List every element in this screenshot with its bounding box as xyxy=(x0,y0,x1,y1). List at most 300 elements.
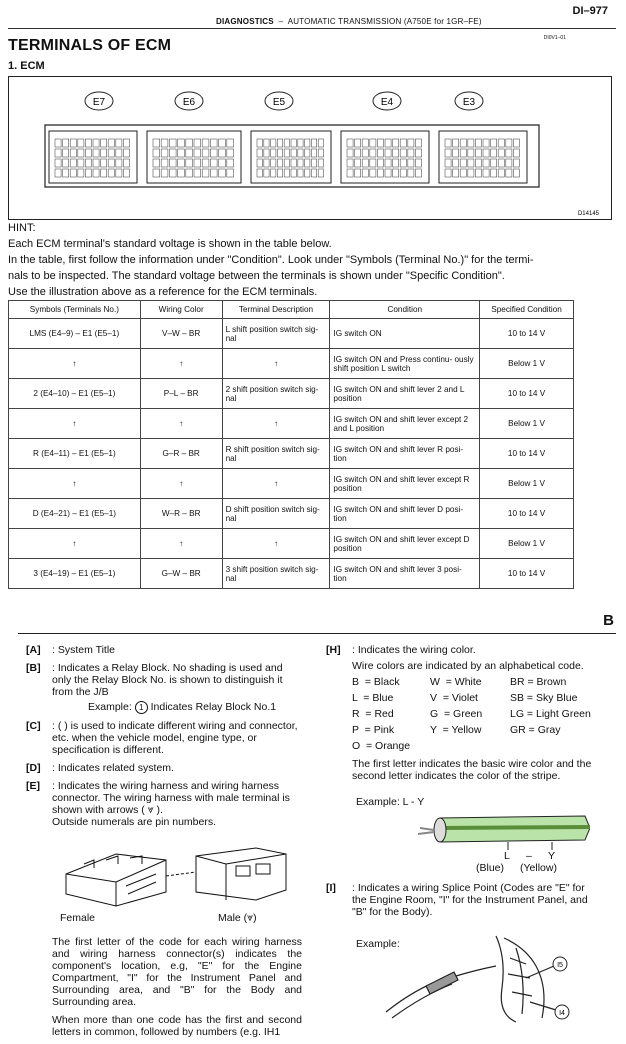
terminal-cell xyxy=(70,159,76,167)
terminal-cell xyxy=(298,149,303,157)
connector-sketch-icon xyxy=(56,834,306,912)
terminal-cell xyxy=(475,139,481,147)
legend-text: : ( ) is used to indicate different wiring and connector, etc. when the vehicle model, engine type, or specification is different. xyxy=(52,720,298,756)
terminal-cell xyxy=(93,169,99,177)
terminal-cell xyxy=(63,169,69,177)
wire-color-entry: G = Green xyxy=(430,708,483,720)
legend-item-c xyxy=(26,720,302,756)
terminal-cell xyxy=(460,159,466,167)
legend-item-e xyxy=(26,780,302,1038)
example-text: Indicates Relay Block No.1 xyxy=(150,701,277,713)
terminal-cell xyxy=(264,149,269,157)
table-cell: ↑ xyxy=(140,529,222,559)
wire-code-dash: – xyxy=(526,850,532,862)
terminal-cell xyxy=(468,169,474,177)
terminal-cell xyxy=(210,139,217,147)
terminal-cell xyxy=(415,159,421,167)
terminal-cell xyxy=(123,139,129,147)
terminal-cell xyxy=(202,159,209,167)
wire-color-entry: V = Violet xyxy=(430,692,478,704)
terminal-cell xyxy=(70,139,76,147)
table-row xyxy=(9,349,574,379)
table-cell: ↑ xyxy=(140,469,222,499)
terminal-cell xyxy=(101,139,107,147)
terminal-cell xyxy=(408,149,414,157)
table-header-row xyxy=(9,301,574,319)
relay-block-circle-icon: 1 xyxy=(135,701,148,714)
table-cell: Below 1 V xyxy=(480,469,574,499)
table-row xyxy=(9,319,574,349)
terminal-cell xyxy=(400,169,406,177)
terminal-cell xyxy=(194,149,201,157)
terminal-cell xyxy=(415,149,421,157)
terminal-cell xyxy=(178,149,185,157)
terminal-cell xyxy=(153,149,160,157)
table-cell: ↑ xyxy=(9,409,141,439)
terminal-cell xyxy=(362,139,368,147)
table-cell: ↑ xyxy=(222,349,330,379)
terminal-cell xyxy=(108,149,114,157)
terminal-cell xyxy=(78,169,84,177)
terminal-cell xyxy=(101,159,107,167)
table-cell: IG switch ON and shift lever D posi- tion xyxy=(330,499,480,529)
terminal-cell xyxy=(400,149,406,157)
terminal-cell xyxy=(55,159,61,167)
terminal-cell xyxy=(445,139,451,147)
wire-code-l: L xyxy=(504,850,510,862)
terminal-cell xyxy=(513,149,519,157)
table-cell: ↑ xyxy=(9,529,141,559)
terminal-cell xyxy=(219,169,226,177)
example-label: Example: xyxy=(88,701,132,713)
terminal-cell xyxy=(277,149,282,157)
wire-color-yellow: (Yellow) xyxy=(520,862,557,874)
terminal-cell xyxy=(219,149,226,157)
column-header: Specified Condition xyxy=(480,301,574,319)
column-header: Symbols (Terminals No.) xyxy=(9,301,141,319)
terminal-cell xyxy=(264,169,269,177)
terminal-cell xyxy=(460,139,466,147)
page-number: DI–977 xyxy=(572,5,608,17)
table-cell: 10 to 14 V xyxy=(480,499,574,529)
terminal-cell xyxy=(186,159,193,167)
terminal-cell xyxy=(63,159,69,167)
wire-color-entry: BR = Brown xyxy=(510,676,567,688)
terminal-cell xyxy=(194,169,201,177)
terminal-cell xyxy=(491,159,497,167)
terminal-cell xyxy=(483,169,489,177)
terminal-cell xyxy=(318,169,323,177)
terminal-cell xyxy=(70,149,76,157)
column-header: Terminal Description xyxy=(222,301,330,319)
terminal-cell xyxy=(498,159,504,167)
terminal-cell xyxy=(227,149,234,157)
terminal-cell xyxy=(475,149,481,157)
table-cell: 10 to 14 V xyxy=(480,439,574,469)
terminal-cell xyxy=(311,149,316,157)
legend-tag: [D] xyxy=(26,762,41,774)
legend-text: Wire colors are indicated by an alphabetical code. xyxy=(352,660,584,672)
ecm-connector-diagram xyxy=(8,76,612,220)
terminal-cell xyxy=(123,169,129,177)
terminal-cell xyxy=(264,159,269,167)
legend-tag: [C] xyxy=(26,720,41,732)
terminal-cell xyxy=(219,139,226,147)
table-cell: ↑ xyxy=(222,409,330,439)
terminal-cell xyxy=(116,139,122,147)
terminal-cell xyxy=(123,149,129,157)
table-cell: IG switch ON and shift lever R posi- tion xyxy=(330,439,480,469)
legend-paragraph: The first letter of the code for each wiring harness and wiring harness connector(s) indicates the component's location, e.g, "E" for the Engine Compartment, "I" for the Instrument Panel and Surrounding area, and "B" for the Body and Surrounding area. xyxy=(52,936,302,1008)
connector-label: E4 xyxy=(380,97,394,108)
terminal-cell xyxy=(385,149,391,157)
splice-point-label: I5 xyxy=(557,962,563,969)
table-row xyxy=(9,439,574,469)
table-cell: 3 shift position switch sig- nal xyxy=(222,559,330,589)
terminal-cell xyxy=(169,169,176,177)
terminal-cell xyxy=(93,139,99,147)
terminal-cell xyxy=(400,139,406,147)
terminal-cell xyxy=(153,139,160,147)
table-cell: L shift position switch sig- nal xyxy=(222,319,330,349)
table-cell: G–R – BR xyxy=(140,439,222,469)
terminal-cell xyxy=(362,149,368,157)
table-row xyxy=(9,499,574,529)
relay-example xyxy=(88,701,302,714)
legend-text: : Indicates related system. xyxy=(52,762,174,774)
terminal-cell xyxy=(78,159,84,167)
terminal-cell xyxy=(506,169,512,177)
wire-color-entry: O = Orange xyxy=(352,740,411,752)
terminal-cell xyxy=(116,149,122,157)
table-row xyxy=(9,559,574,589)
terminal-cell xyxy=(178,169,185,177)
terminal-cell xyxy=(291,169,296,177)
wire-color-entry: W = White xyxy=(430,676,482,688)
terminal-cell xyxy=(370,139,376,147)
terminal-cell xyxy=(377,169,383,177)
legend-tag: [I] xyxy=(326,882,336,894)
terminal-cell xyxy=(347,159,353,167)
terminal-cell xyxy=(415,169,421,177)
terminal-cell xyxy=(116,159,122,167)
terminal-cell xyxy=(305,139,310,147)
terminal-cell xyxy=(393,159,399,167)
terminal-cell xyxy=(453,159,459,167)
terminal-cell xyxy=(85,149,91,157)
terminal-cell xyxy=(186,149,193,157)
terminal-cell xyxy=(284,139,289,147)
terminal-cell xyxy=(271,139,276,147)
connector-label: E7 xyxy=(92,97,106,108)
table-cell: V–W – BR xyxy=(140,319,222,349)
terminal-cell xyxy=(55,169,61,177)
table-cell: ↑ xyxy=(9,469,141,499)
legend-tag: [H] xyxy=(326,644,341,656)
wire-color-entry: R = Red xyxy=(352,708,394,720)
table-cell: Below 1 V xyxy=(480,409,574,439)
terminal-cell xyxy=(116,169,122,177)
header-subtitle: AUTOMATIC TRANSMISSION (A750E for 1GR–FE) xyxy=(287,17,482,26)
terminal-cell xyxy=(123,159,129,167)
terminal-cell xyxy=(445,149,451,157)
hint-line: Each ECM terminal's standard voltage is shown in the table below. xyxy=(8,238,332,250)
legend-text: : Indicates a wiring Splice Point (Codes are "E" for the Engine Room, "I" for the Instrument Panel, and "B" for the Body). xyxy=(352,882,588,918)
terminal-cell xyxy=(311,159,316,167)
terminal-cell xyxy=(108,169,114,177)
legend-paragraph: When more than one code has the first and second letters in common, followed by numbers (e.g. IH1 xyxy=(52,1014,302,1038)
splice-sketch-icon xyxy=(326,918,576,1028)
terminal-cell xyxy=(408,139,414,147)
terminal-cell xyxy=(385,169,391,177)
terminal-cell xyxy=(277,169,282,177)
legend-tag: [B] xyxy=(26,662,41,674)
table-cell: W–R – BR xyxy=(140,499,222,529)
terminal-cell xyxy=(460,169,466,177)
terminal-cell xyxy=(202,149,209,157)
terminal-cell xyxy=(257,149,262,157)
terminal-cell xyxy=(63,139,69,147)
terminal-cell xyxy=(305,169,310,177)
table-cell: G–W – BR xyxy=(140,559,222,589)
terminal-cell xyxy=(284,149,289,157)
table-cell: 10 to 14 V xyxy=(480,319,574,349)
table-cell: Below 1 V xyxy=(480,349,574,379)
terminal-cell xyxy=(347,169,353,177)
wire-color-entry: GR = Gray xyxy=(510,724,561,736)
terminal-cell xyxy=(186,169,193,177)
terminal-cell xyxy=(298,159,303,167)
terminal-cell xyxy=(305,159,310,167)
terminal-cell xyxy=(169,139,176,147)
table-cell: ↑ xyxy=(222,469,330,499)
terminal-cell xyxy=(202,139,209,147)
hint-line: Use the illustration above as a reference for the ECM terminals. xyxy=(8,286,318,298)
terminal-cell xyxy=(161,149,168,157)
terminal-cell xyxy=(227,159,234,167)
terminal-cell xyxy=(370,159,376,167)
terminal-cell xyxy=(355,159,361,167)
terminal-cell xyxy=(415,139,421,147)
terminal-cell xyxy=(483,159,489,167)
terminal-cell xyxy=(108,139,114,147)
table-cell: P–L – BR xyxy=(140,379,222,409)
terminal-cell xyxy=(506,139,512,147)
table-cell: R shift position switch sig- nal xyxy=(222,439,330,469)
wire-example-labels xyxy=(326,850,602,876)
table-cell: D shift position switch sig- nal xyxy=(222,499,330,529)
table-cell: IG switch ON and shift lever except D position xyxy=(330,529,480,559)
legend-text: : Indicates the wiring color. xyxy=(352,644,476,656)
terminal-cell xyxy=(445,159,451,167)
terminal-cell xyxy=(284,169,289,177)
terminal-cell xyxy=(377,159,383,167)
terminal-cell xyxy=(385,139,391,147)
terminal-cell xyxy=(257,169,262,177)
terminal-cell xyxy=(161,159,168,167)
terminal-cell xyxy=(271,149,276,157)
table-cell: 2 shift position switch sig- nal xyxy=(222,379,330,409)
terminal-cell xyxy=(393,149,399,157)
terminal-cell xyxy=(513,139,519,147)
connector-labels xyxy=(26,912,302,926)
terminal-cell xyxy=(453,149,459,157)
table-cell: IG switch ON xyxy=(330,319,480,349)
connector-label: E3 xyxy=(462,97,476,108)
terminal-cell xyxy=(169,159,176,167)
terminal-cell xyxy=(153,159,160,167)
terminal-cell xyxy=(101,169,107,177)
table-row xyxy=(9,379,574,409)
wire-color-entry: LG = Light Green xyxy=(510,708,591,720)
legend-text: : Indicates a Relay Block. No shading is used and only the Relay Block No. is shown to distinguish it from the J/B xyxy=(52,662,283,698)
terminal-cell xyxy=(70,169,76,177)
terminal-cell xyxy=(277,159,282,167)
splice-example xyxy=(326,918,602,1028)
terminal-cell xyxy=(271,159,276,167)
terminal-cell xyxy=(318,149,323,157)
table-cell: D (E4–21) – E1 (E5–1) xyxy=(9,499,141,529)
terminal-spec-table xyxy=(8,300,574,589)
legend-item-h xyxy=(326,644,602,876)
wire-color-list xyxy=(352,676,602,752)
wire-color-blue: (Blue) xyxy=(476,862,505,874)
terminal-cell xyxy=(506,159,512,167)
terminal-cell xyxy=(491,149,497,157)
wire-example-icon xyxy=(340,810,590,850)
terminal-cell xyxy=(291,149,296,157)
terminal-cell xyxy=(318,139,323,147)
terminal-cell xyxy=(108,159,114,167)
terminal-cell xyxy=(498,149,504,157)
table-cell: Below 1 V xyxy=(480,529,574,559)
terminal-cell xyxy=(210,149,217,157)
terminal-cell xyxy=(210,169,217,177)
terminal-cell xyxy=(271,169,276,177)
terminal-cell xyxy=(210,159,217,167)
terminal-cell xyxy=(186,139,193,147)
terminal-cell xyxy=(264,139,269,147)
terminal-cell xyxy=(284,159,289,167)
terminal-cell xyxy=(298,169,303,177)
table-row xyxy=(9,409,574,439)
legend-tag: [A] xyxy=(26,644,41,656)
header-section: DIAGNOSTICS xyxy=(216,17,274,26)
connector-label: E6 xyxy=(182,97,196,108)
terminal-cell xyxy=(298,139,303,147)
legend-text: Outside numerals are pin numbers. xyxy=(52,816,216,828)
legend-tag: [E] xyxy=(26,780,40,792)
terminal-cell xyxy=(370,149,376,157)
legend-text: : Indicates the wiring harness and wiring harness connector. The wiring harness with male terminal is shown with arrows ( ⩔ ). xyxy=(52,780,290,816)
doc-code: DI0V1–01 xyxy=(543,35,566,41)
table-cell: IG switch ON and shift lever 2 and L position xyxy=(330,379,480,409)
terminal-cell xyxy=(257,159,262,167)
terminal-cell xyxy=(347,139,353,147)
terminal-cell xyxy=(78,149,84,157)
legend-item-d xyxy=(26,762,302,774)
table-cell: IG switch ON and Press continu- ously shift position L switch xyxy=(330,349,480,379)
terminal-cell xyxy=(393,169,399,177)
table-cell: 2 (E4–10) – E1 (E5–1) xyxy=(9,379,141,409)
connector-illustration xyxy=(9,77,613,221)
legend-paragraph: The first letter indicates the basic wire color and the second letter indicates the color of the stripe. xyxy=(352,758,592,782)
terminal-cell xyxy=(202,169,209,177)
legend-item-b xyxy=(26,662,302,714)
terminal-cell xyxy=(460,149,466,157)
page-title: TERMINALS OF ECM xyxy=(8,37,172,54)
terminal-cell xyxy=(355,149,361,157)
table-cell: IG switch ON and shift lever except R position xyxy=(330,469,480,499)
terminal-cell xyxy=(161,169,168,177)
wire-color-entry: Y = Yellow xyxy=(430,724,482,736)
table-cell: 3 (E4–19) – E1 (E5–1) xyxy=(9,559,141,589)
hint-block xyxy=(8,220,616,300)
table-cell: IG switch ON and shift lever except 2 and L position xyxy=(330,409,480,439)
terminal-cell xyxy=(475,169,481,177)
terminal-cell xyxy=(194,139,201,147)
terminal-cell xyxy=(55,149,61,157)
female-label: Female xyxy=(60,912,96,924)
wire-color-entry: B = Black xyxy=(352,676,400,688)
terminal-cell xyxy=(227,139,234,147)
table-cell: ↑ xyxy=(140,409,222,439)
terminal-cell xyxy=(85,169,91,177)
terminal-cell xyxy=(400,159,406,167)
terminal-cell xyxy=(291,159,296,167)
table-cell: R (E4–11) – E1 (E5–1) xyxy=(9,439,141,469)
terminal-cell xyxy=(370,169,376,177)
terminal-cell xyxy=(491,139,497,147)
terminal-cell xyxy=(194,159,201,167)
wire-color-entry: L = Blue xyxy=(352,692,394,704)
header-rule xyxy=(8,28,616,29)
terminal-cell xyxy=(483,149,489,157)
table-cell: 10 to 14 V xyxy=(480,559,574,589)
terminal-cell xyxy=(468,149,474,157)
table-body xyxy=(9,319,574,589)
wire-color-entry: P = Pink xyxy=(352,724,395,736)
male-label: Male (⩔) xyxy=(218,912,257,924)
terminal-cell xyxy=(219,159,226,167)
terminal-cell xyxy=(468,139,474,147)
terminal-cell xyxy=(318,159,323,167)
splice-point-label: I4 xyxy=(559,1010,565,1017)
terminal-cell xyxy=(305,149,310,157)
legend-left-column xyxy=(26,644,302,1044)
terminal-cell xyxy=(513,159,519,167)
terminal-cell xyxy=(277,139,282,147)
terminal-cell xyxy=(153,169,160,177)
legend-rule xyxy=(18,633,616,634)
terminal-cell xyxy=(85,139,91,147)
table-cell: ↑ xyxy=(140,349,222,379)
terminal-cell xyxy=(85,159,91,167)
terminal-cell xyxy=(178,139,185,147)
terminal-cell xyxy=(101,149,107,157)
hint-label: HINT: xyxy=(8,222,36,234)
terminal-cell xyxy=(498,169,504,177)
terminal-cell xyxy=(393,139,399,147)
terminal-cell xyxy=(93,149,99,157)
wire-color-entry: SB = Sky Blue xyxy=(510,692,578,704)
terminal-cell xyxy=(453,169,459,177)
terminal-cell xyxy=(408,169,414,177)
diagram-code: D14145 xyxy=(577,211,599,217)
table-cell: IG switch ON and shift lever 3 posi- tion xyxy=(330,559,480,589)
column-header: Wiring Color xyxy=(140,301,222,319)
terminal-cell xyxy=(475,159,481,167)
